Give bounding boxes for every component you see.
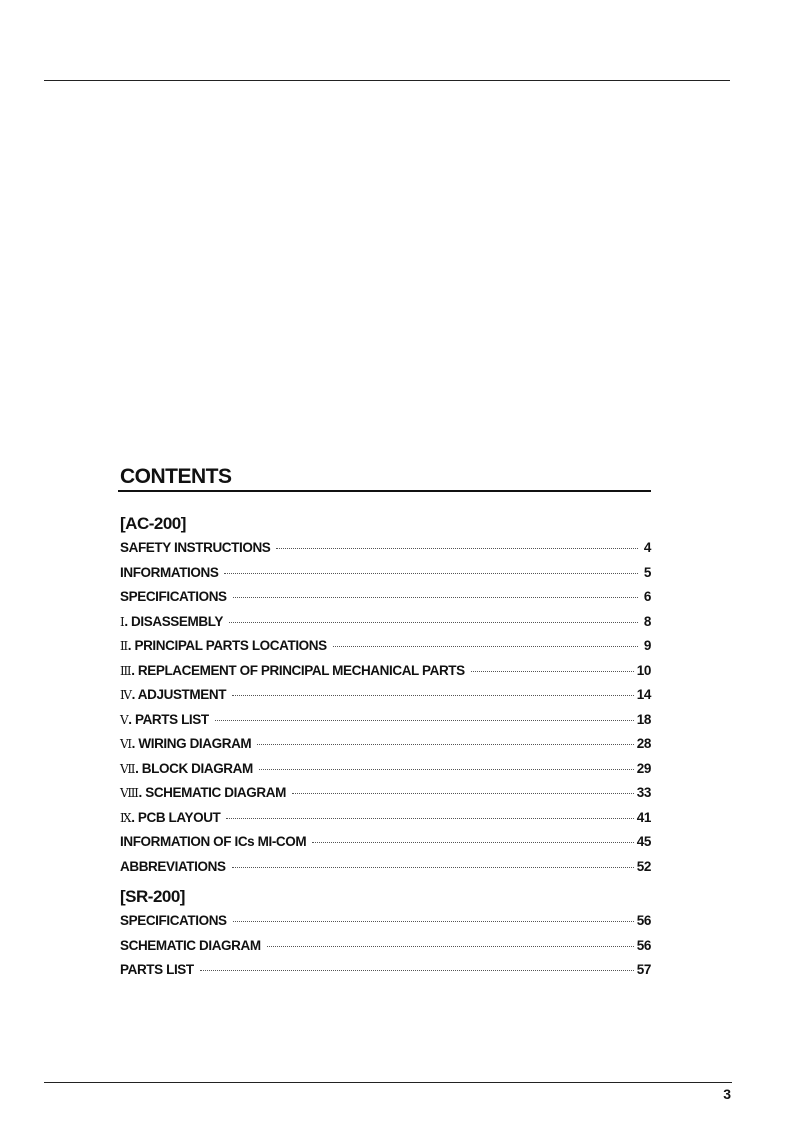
- toc-entry-text: . PRINCIPAL PARTS LOCATIONS: [127, 638, 327, 653]
- toc-entry-title: [120, 785, 286, 800]
- toc-dot-leader: [276, 548, 638, 549]
- page-number: 3: [723, 1086, 731, 1102]
- toc-entry: [120, 687, 651, 712]
- toc-entry-text: ABBREVIATIONS: [120, 858, 226, 874]
- toc-entry-text: . REPLACEMENT OF PRINCIPAL MECHANICAL PARTS: [131, 662, 465, 678]
- toc-entry-title: [120, 589, 227, 604]
- toc-entry: [120, 962, 651, 987]
- toc-entry-numeral: Ⅲ: [120, 663, 132, 678]
- toc-entry: [120, 938, 651, 963]
- toc-entry-text: . DISASSEMBLY: [124, 613, 223, 629]
- toc-entry-text: SPECIFICATIONS: [120, 589, 227, 604]
- toc-entry-text: . PARTS LIST: [128, 711, 209, 727]
- toc-dot-leader: [233, 597, 638, 598]
- contents-title: CONTENTS: [120, 465, 232, 488]
- toc-entry: [120, 913, 651, 938]
- toc-entry: [120, 761, 651, 786]
- toc-entry-text: . WIRING DIAGRAM: [131, 736, 252, 751]
- toc-entry-page: 45: [636, 834, 651, 849]
- toc-entry-numeral: Ⅴ: [120, 712, 129, 727]
- toc-dot-leader: [292, 793, 634, 794]
- toc-entry-text: INFORMATION OF ICs MI-COM: [120, 834, 307, 849]
- toc-dot-leader: [232, 695, 634, 696]
- toc-entry-title: [120, 962, 194, 977]
- toc-entry-text: . ADJUSTMENT: [131, 687, 227, 702]
- toc-dot-leader: [200, 970, 634, 971]
- toc-dot-leader: [333, 646, 638, 647]
- toc-entry-text: SCHEMATIC DIAGRAM: [120, 937, 261, 953]
- toc-dot-leader: [471, 671, 634, 672]
- toc-entry: [120, 859, 651, 884]
- toc-entry-numeral: Ⅰ: [120, 614, 125, 629]
- toc-entry-title: [120, 938, 261, 953]
- toc-entry-page: 6: [643, 589, 651, 604]
- toc-entry-title: [120, 663, 465, 678]
- toc-dot-leader: [312, 842, 634, 843]
- toc-entry-page: 14: [636, 687, 651, 702]
- toc-entry-title: [120, 565, 218, 580]
- toc-entry: [120, 785, 651, 810]
- toc-entry-title: [120, 614, 223, 629]
- toc-dot-leader: [215, 720, 634, 721]
- toc-entry: [120, 638, 651, 663]
- toc-entry-title: [120, 712, 209, 727]
- toc-entry-title: [120, 638, 327, 653]
- toc-entry-page: 56: [636, 937, 651, 953]
- bottom-rule: [44, 1082, 732, 1083]
- toc-entry-text: . BLOCK DIAGRAM: [135, 760, 253, 776]
- toc-entry: [120, 810, 651, 835]
- toc-entry: [120, 614, 651, 639]
- toc-list-sr-200: [120, 913, 651, 987]
- toc-entry: [120, 663, 651, 688]
- toc-list-ac-200: [120, 540, 651, 883]
- toc-dot-leader: [226, 818, 633, 819]
- section-heading-sr-200: [SR-200]: [120, 887, 185, 906]
- toc-entry-text: INFORMATIONS: [120, 564, 219, 580]
- toc-entry-page: 29: [636, 760, 651, 776]
- toc-dot-leader: [233, 921, 634, 922]
- toc-entry-page: 10: [636, 662, 651, 678]
- toc-entry-title: [120, 761, 253, 776]
- toc-entry-title: [120, 859, 226, 874]
- toc-entry-title: [120, 834, 306, 849]
- toc-entry-page: 18: [636, 711, 651, 727]
- toc-entry-numeral: Ⅵ: [120, 737, 132, 751]
- toc-entry: [120, 712, 651, 737]
- toc-entry: [120, 736, 651, 761]
- toc-entry-text: PARTS LIST: [120, 962, 194, 977]
- toc-entry-page: 57: [636, 962, 651, 977]
- toc-entry-numeral: Ⅶ: [120, 761, 136, 776]
- toc-entry-numeral: Ⅱ: [120, 639, 128, 653]
- toc-dot-leader: [232, 867, 634, 868]
- toc-entry-title: [120, 736, 251, 751]
- toc-entry-numeral: Ⅳ: [120, 688, 132, 702]
- toc-dot-leader: [267, 946, 634, 947]
- toc-entry-page: 41: [636, 809, 651, 825]
- toc-dot-leader: [259, 769, 634, 770]
- toc-dot-leader: [224, 573, 638, 574]
- toc-entry-title: [120, 810, 220, 825]
- toc-entry-page: 5: [643, 564, 651, 580]
- toc-entry-title: [120, 687, 226, 702]
- toc-entry: [120, 540, 651, 565]
- toc-dot-leader: [257, 744, 634, 745]
- toc-entry-page: 52: [636, 858, 651, 874]
- top-rule: [44, 80, 730, 81]
- toc-entry-page: 33: [636, 785, 651, 800]
- toc-entry-text: SAFETY INSTRUCTIONS: [120, 540, 271, 555]
- toc-entry-text: . SCHEMATIC DIAGRAM: [138, 785, 286, 800]
- toc-entry-text: SPECIFICATIONS: [120, 913, 227, 928]
- toc-entry-page: 28: [636, 736, 651, 751]
- section-heading-ac-200: [AC-200]: [120, 514, 186, 533]
- toc-entry-numeral: Ⅷ: [120, 786, 139, 800]
- toc-entry-title: [120, 540, 270, 555]
- toc-entry-page: 8: [643, 613, 651, 629]
- toc-entry-page: 4: [643, 540, 651, 555]
- toc-entry: [120, 565, 651, 590]
- toc-entry-numeral: Ⅸ: [120, 810, 132, 825]
- toc-entry-page: 9: [643, 638, 651, 653]
- toc-dot-leader: [229, 622, 638, 623]
- contents-title-rule: [118, 490, 651, 492]
- toc-entry: [120, 589, 651, 614]
- toc-entry-text: . PCB LAYOUT: [131, 809, 221, 825]
- toc-entry-page: 56: [636, 913, 651, 928]
- toc-entry-title: [120, 913, 227, 928]
- toc-entry: [120, 834, 651, 859]
